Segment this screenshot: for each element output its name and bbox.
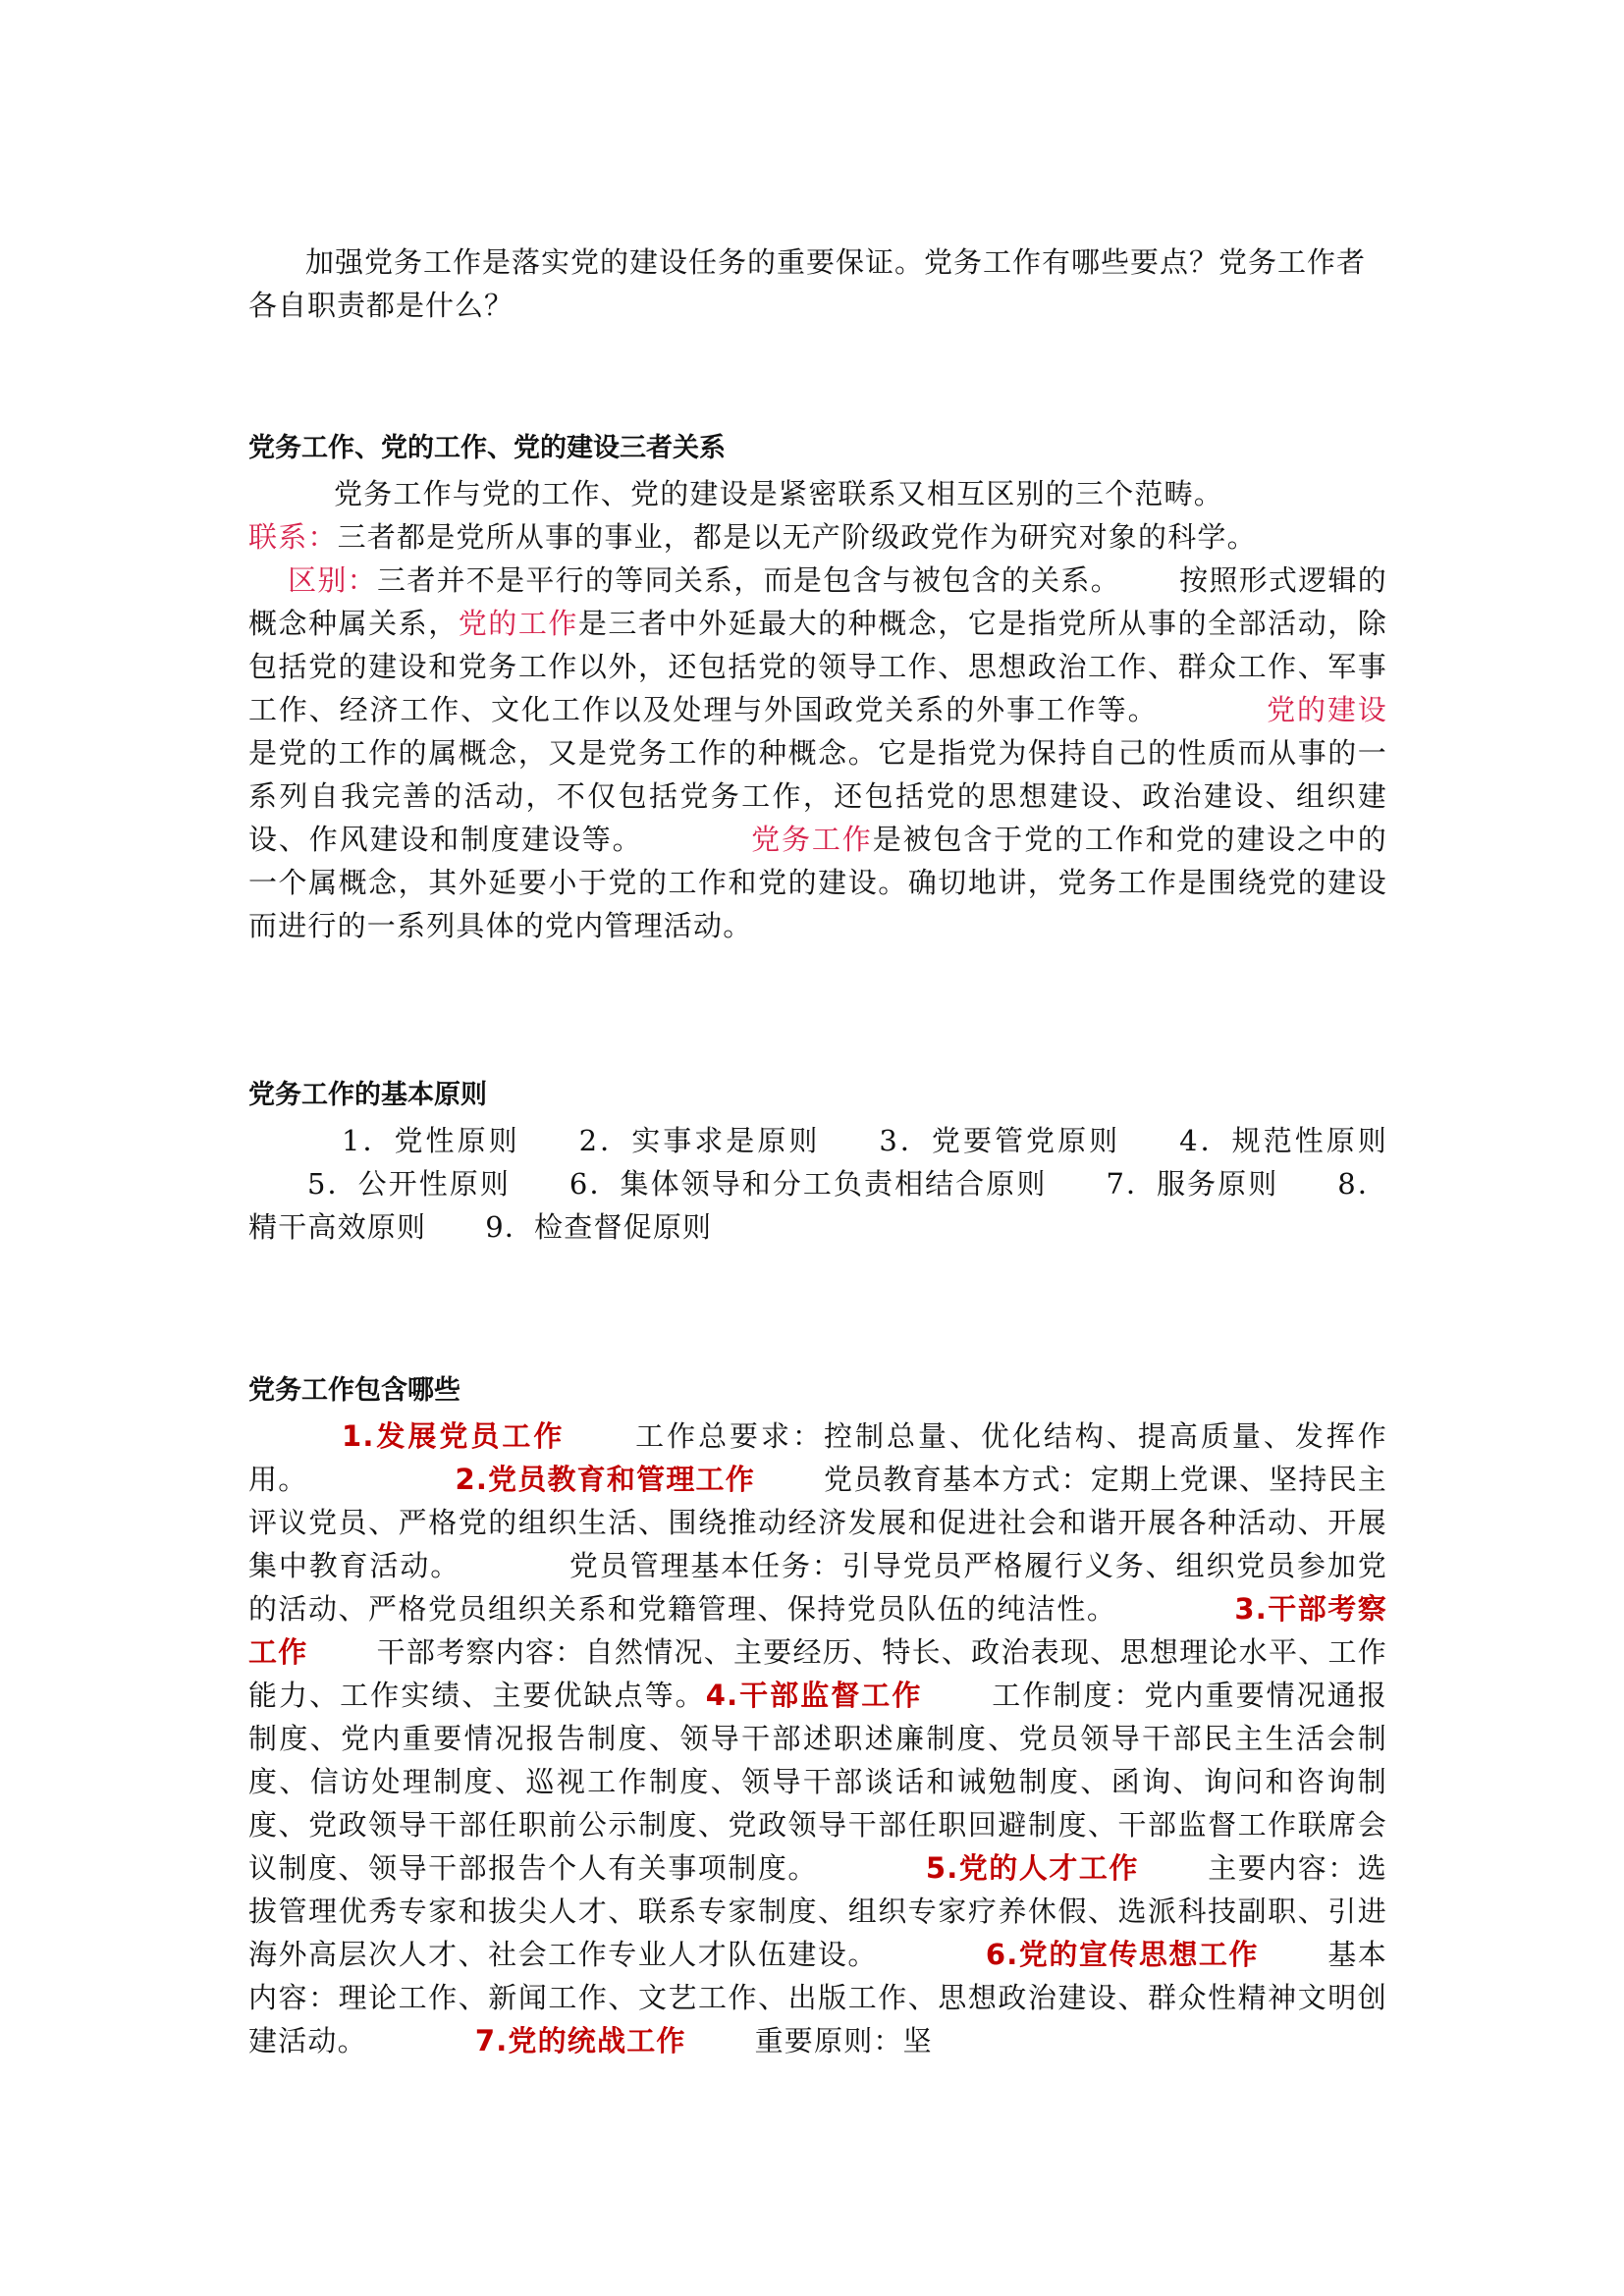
section-contents xyxy=(248,1371,1387,2062)
lianxi-label: 联系： xyxy=(248,520,338,554)
lianxi-text: 三者都是党所从事的事业，都是以无产阶级政党作为研究对象的科学。 xyxy=(337,520,1257,554)
content-item-text: 重要原则：坚 xyxy=(754,2024,933,2057)
term-party-work: 党的工作 xyxy=(458,607,578,640)
section-principles xyxy=(248,1076,1387,1249)
content-item-text: 干部考察内容：自然情况、主要经历、特长、政治表现、思想理论水平、工作能力、工作实绩、主要优缺点等。 xyxy=(248,1635,1387,1712)
section-heading-contents: 党务工作包含哪些 xyxy=(248,1375,460,1406)
section-heading-relation: 党务工作、党的工作、党的建设三者关系 xyxy=(248,433,726,463)
relation-body xyxy=(248,515,1387,947)
contents-body xyxy=(248,1415,1387,2062)
content-item-text2: 党员管理基本任务：引导党员严格履行义务、组织党员参加党的活动、严格党员组织关系和党籍管理、保持党员队伍的纯洁性。 xyxy=(248,1549,1388,1626)
content-item-text: 工作制度：党内重要情况通报制度、党内重要情况报告制度、领导干部述职述廉制度、党员领导干部民主生活会制度、信访处理制度、巡视工作制度、领导干部谈话和诫勉制度、函询、询问和咨询制度、党政领导干部任职前公示制度、党政领导干部任职回避制度、干部监督工作联席会议制度、领导干部报告个人有关事项制度。 xyxy=(248,1679,1387,1885)
content-item-title: 1.发展党员工作 xyxy=(342,1419,566,1453)
principle-item: 4．规范性原则 xyxy=(1179,1124,1387,1157)
term-party-building: 党的建设 xyxy=(1266,693,1387,726)
principle-item: 7．服务原则 xyxy=(1106,1167,1279,1201)
principles-list xyxy=(248,1119,1387,1249)
principle-item: 1．党性原则 xyxy=(342,1124,520,1157)
content-item-title: 4.干部监督工作 xyxy=(705,1679,923,1712)
content-item-text: 工作总要求：控制总量、优化结构、提高质量、发挥作用。 xyxy=(248,1419,1387,1496)
content-item-title: 5.党的人才工作 xyxy=(925,1851,1139,1885)
content-item-title: 7.党的统战工作 xyxy=(474,2024,686,2057)
term-party-affairs: 党务工作 xyxy=(750,823,873,856)
principle-item: 9．检查督促原则 xyxy=(485,1210,713,1244)
text-party-building: 是党的工作的属概念，又是党务工作的种概念。它是指党为保持自己的性质而从事的一系列自我完善的活动，不仅包括党务工作，还包括党的思想建设、政治建设、组织建设、作风建设和制度建设等。 xyxy=(248,736,1387,856)
section-relation xyxy=(248,429,1387,947)
text-party-work: 是三者中外延最大的种概念，它是指党所从事的全部活动，除包括党的建设和党务工作以外，还包括党的领导工作、思想政治工作、群众工作、军事工作、经济工作、文化工作以及处理与外国政党关系的外事工作等。 xyxy=(248,607,1387,726)
content-item-text: 党员教育基本方式：定期上党课、坚持民主评议党员、严格党的组织生活、围绕推动经济发展和促进社会和谐开展各种活动、开展集中教育活动。 xyxy=(248,1463,1387,1582)
content-item-title: 3.干部考察工作 xyxy=(248,1592,1387,1669)
principle-item: 2．实事求是原则 xyxy=(578,1124,821,1157)
text-party-affairs: 是被包含于党的工作和党的建设之中的一个属概念，其外延要小于党的工作和党的建设。确切地讲，党务工作是围绕党的建设而进行的一系列具体的党内管理活动。 xyxy=(248,823,1387,942)
principle-item: 5．公开性原则 xyxy=(307,1167,511,1201)
principle-item: 8．精干高效原则 xyxy=(248,1167,1388,1244)
qubie-label: 区别： xyxy=(288,563,377,597)
content-item-text: 主要内容：选拔管理优秀专家和拔尖人才、联系专家制度、组织专家疗养休假、选派科技副职、引进海外高层次人才、社会工作专业人才队伍建设。 xyxy=(248,1851,1388,1971)
relation-intro: 党务工作与党的工作、党的建设是紧密联系又相互区别的三个范畴。 xyxy=(334,477,1224,510)
content-item-title: 6.党的宣传思想工作 xyxy=(985,1938,1259,1971)
content-item-text: 基本内容：理论工作、新闻工作、文艺工作、出版工作、思想政治建设、群众性精神文明创建活动。 xyxy=(248,1938,1387,2057)
principle-item: 6．集体领导和分工负责相结合原则 xyxy=(568,1167,1048,1201)
content-item-title: 2.党员教育和管理工作 xyxy=(455,1463,755,1496)
principle-item: 3．党要管党原则 xyxy=(879,1124,1121,1157)
section-heading-principles: 党务工作的基本原则 xyxy=(248,1080,487,1110)
qubie-text2: 按照形式逻辑的概念种属关系， xyxy=(248,563,1387,640)
qubie-text: 三者并不是平行的等同关系，而是包含与被包含的关系。 xyxy=(376,563,1120,597)
intro-paragraph: 加强党务工作是落实党的建设任务的重要保证。党务工作有哪些要点？党务工作者各自职责都是什么？ xyxy=(248,245,1367,322)
